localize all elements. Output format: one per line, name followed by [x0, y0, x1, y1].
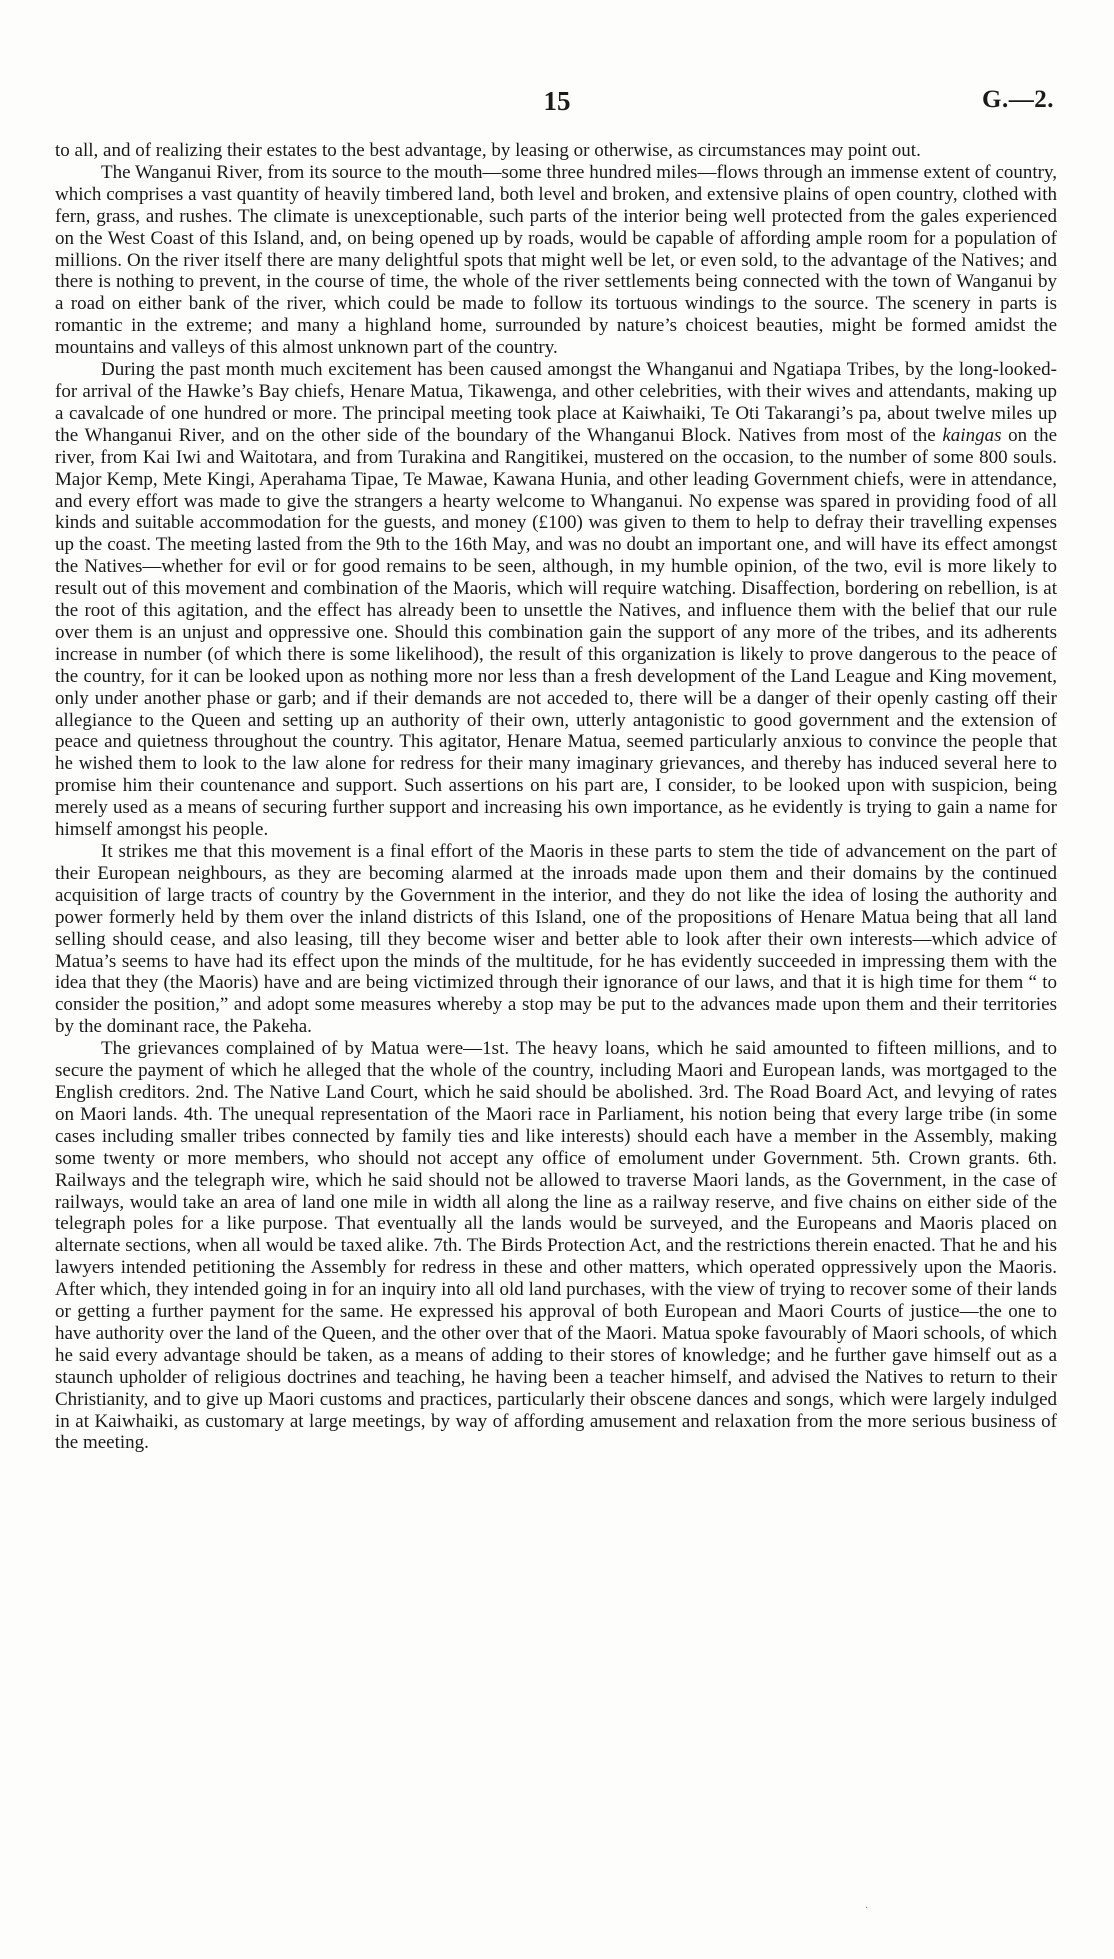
print-speck: · [865, 1903, 869, 1914]
paragraph-wanganui-river: The Wanganui River, from its source to the mouth—some three hundred miles—flows through an immense extent of country, which comprises a vast quantity of heavily timbered land, both level and broken, and extensive plains of open country, clothed with fern, grass, and rushes. The climate is unexceptionable, such parts of the interior being well protected from the gales experienced on the West Coast of this Island, and, on being opened up by roads, would be capable of affording ample room for a population of millions. On the river itself there are many delightful spots that might well be let, or even sold, to the advantage of the Natives; and there is nothing to prevent, in the course of time, the whole of the river settlements being connected with the town of Wanganui by a road on either bank of the river, which could be made to follow its tortuous windings to the source. The scenery in parts is romantic in the extreme; and many a highland home, surrounded by nature’s choicest beauties, might be formed amidst the mountains and valleys of this almost unknown part of the country. [55, 161, 1057, 359]
paragraph-meeting-part-1: During the past month much excitement has been caused amongst the Whanganui and Ngatiapa Tribes, by the long-looked-for arrival of the Hawke’s Bay chiefs, Henare Matua, Tikawenga, and other celebrities, with their wives and attendants, making up a cavalcade of one hundred or more. The principal meeting took place at Kaiwhaiki, Te Oti Takarangi’s pa, about twelve miles up the Whanganui River, and on the other side of the boundary of the Whanganui Block. Natives from most of the [55, 359, 1057, 446]
page-header [0, 86, 1114, 126]
paragraph-grievances: The grievances complained of by Matua were—1st. The heavy loans, which he said amounted to fifteen millions, and to secure the payment of which he alleged that the whole of the country, including Maori and European lands, was mortgaged to the English creditors. 2nd. The Native Land Court, which he said should be abolished. 3rd. The Road Board Act, and levying of rates on Maori lands. 4th. The unequal representation of the Maori race in Parliament, his notion being that every large tribe (in some cases including smaller tribes connected by family ties and like interests) should each have a member in the Assembly, making some twenty or more members, who should not accept any office of emolument under Government. 5th. Crown grants. 6th. Railways and the telegraph wire, which he said should not be allowed to traverse Maori lands, as the Government, in the case of railways, would take an area of land one mile in width all along the line as a railway reserve, and five chains on either side of the telegraph poles for a like purpose. That eventually all the lands would be surveyed, and the Europeans and Maoris placed on alternate sections, when all would be taxed alike. 7th. The Birds Protection Act, and the restrictions therein enacted. That he and his lawyers intended petitioning the Assembly for redress in these and other matters, which operated oppressively upon the Maoris. After which, they intended going in for an inquiry into all old land purchases, with the view of trying to recover some of their lands or getting a further payment for the same. He expressed his approval of both European and Maori Courts of justice—the one to have authority over the land of the Queen, and the other over that of the Maori. Matua spoke favourably of Maori schools, of which he said every advantage should be taken, as a means of adding to their stores of knowledge; and he further gave himself out as a staunch upholder of religious doctrines and teaching, he having been a teacher himself, and advised the Natives to return to their Christianity, and to give up Maori customs and practices, particularly their obscene dances and songs, which were largely indulged in at Kaiwhaiki, as customary at large meetings, by way of affording amusement and relaxation from the more serious business of the meeting. [55, 1038, 1057, 1454]
paragraph-continued: to all, and of realizing their estates to the best advantage, by leasing or otherwise, as circumstances may point out. [55, 140, 921, 161]
paragraph-meeting-part-2: on the river, from Kai Iwi and Waitotara, and from Turakina and Rangitikei, mustered on the occasion, to the number of some 800 souls. Major Kemp, Mete Kingi, Aperahama Tipae, Te Mawae, Kawana Hunia, and other leading Government chiefs, were in attendance, and every effort was made to give the strangers a hearty welcome to Whanganui. No expense was spared in providing food of all kinds and suitable accommodation for the guests, and money (£100) was given to them to help to defray their travelling expenses up the coast. The meeting lasted from the 9th to the 16th May, and was no doubt an important one, and will have its effect amongst the Natives—whether for evil or for good remains to be seen, although, in my humble opinion, of the two, evil is more likely to result out of this movement and combination of the Maoris, which will require watching. Disaffection, bordering on rebellion, is at the root of this agitation, and the effect has already been to unsettle the Natives, and influence them with the belief that our rule over them is an unjust and oppressive one. Should this combination gain the support of any more of the tribes, and its adherents increase in number (of which there is some likelihood), the result of this organization is likely to prove dangerous to the peace of the country, for it can be looked upon as nothing more nor less than a fresh development of the Land League and King movement, only under another phase or garb; and if their demands are not acceded to, there will be a danger of their openly casting off their allegiance to the Queen and setting up an authority of their own, utterly antagonistic to good government and the extension of peace and quietness throughout the country. This agitator, Henare Matua, seemed particularly anxious to convince the people that he wished them to look to the law alone for redress for their many imaginary grievances, and thereby has induced several here to promise him their countenance and support. Such assertions on his part are, I consider, to be looked upon with suspicion, being merely used as a means of securing further support and increasing his own importance, as he evidently is trying to gain a name for himself amongst his people. [55, 424, 1058, 841]
document-reference: G.—2. [982, 86, 1054, 113]
page-number: 15 [543, 86, 571, 116]
paragraph-movement: It strikes me that this movement is a final effort of the Maoris in these parts to stem the tide of advancement on the part of their European neighbours, as they are becoming alarmed at the inroads made upon them and their domains by the continued acquisition of large tracts of country by the Government in the interior, and they do not like the idea of losing the authority and power formerly held by them over the inland districts of this Island, one of the propositions of Henare Matua being that all land selling should cease, and also leasing, till they become wiser and better able to look after their own interests—which advice of Matua’s seems to have had its effect upon the minds of the multitude, for he has evidently succeeded in impressing them with the idea that they (the Maoris) have and are being victimized through their ignorance of our laws, and that it is high time for them “ to consider the position,” and adopt some measures whereby a stop may be put to the advances made upon them and their territories by the dominant race, the Pakeha. [55, 841, 1057, 1038]
body-text [55, 140, 1057, 1454]
italic-term-kaingas: kaingas [942, 424, 1002, 446]
paragraph-meeting [55, 359, 1057, 841]
